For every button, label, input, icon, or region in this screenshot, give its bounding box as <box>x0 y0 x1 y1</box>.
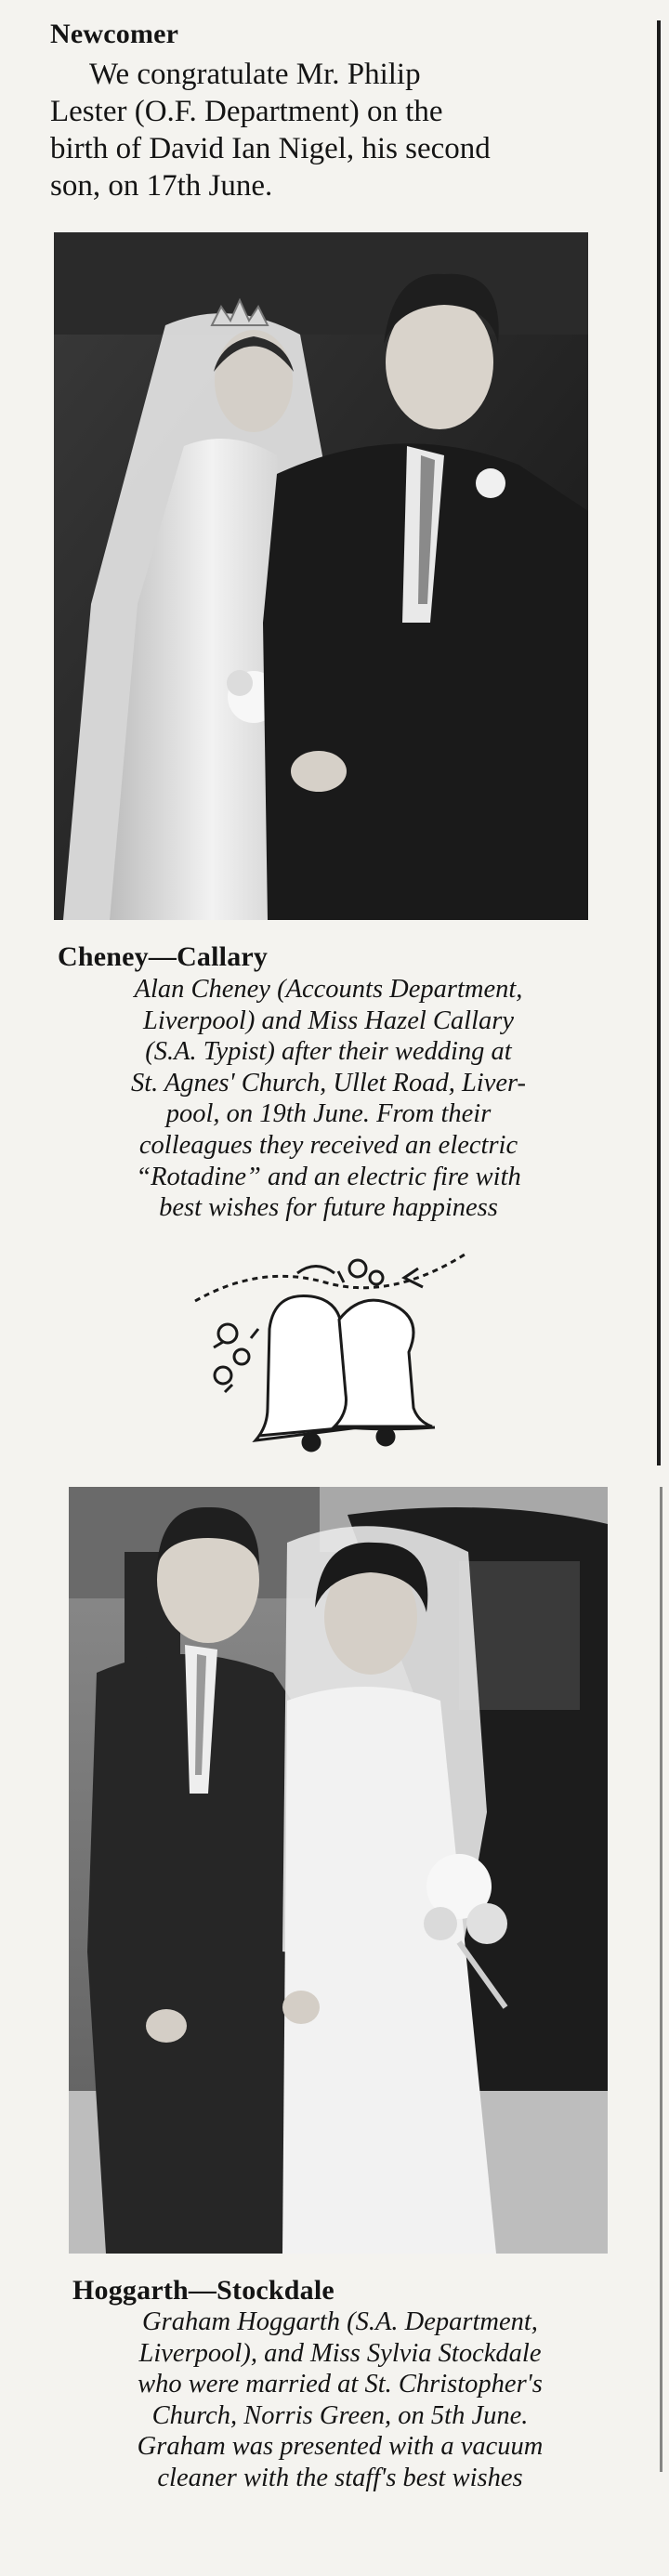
wedding2-heading: Hoggarth—Stockdale <box>72 2275 334 2306</box>
newcomer-line: son, on 17th June. <box>50 169 273 203</box>
caption-line: Alan Cheney (Accounts Department, <box>134 975 523 1004</box>
caption-line: who were married at St. Christopher's <box>138 2370 543 2399</box>
column-rule-lower <box>660 1487 662 2472</box>
caption-line: St. Agnes' Church, Ullet Road, Liver- <box>130 1068 527 1097</box>
newcomer-line: We congratulate Mr. Philip <box>89 58 421 91</box>
caption-line: Graham Hoggarth (S.A. Department, <box>142 2307 538 2336</box>
wedding1-heading: Cheney—Callary <box>58 941 269 972</box>
caption-line: colleagues they received an electric <box>138 1130 518 1160</box>
wedding-photo-2-image <box>69 1487 608 2254</box>
caption-line: Graham was presented with a vacuum <box>137 2432 544 2462</box>
caption-line: (S.A. Typist) after their wedding at <box>145 1037 512 1067</box>
wedding-photo-1-image <box>54 232 588 920</box>
newcomer-heading: Newcomer <box>50 19 179 49</box>
newcomer-line: Lester (O.F. Department) on the <box>50 95 443 128</box>
caption-line: “Rotadine” and an electric fire with <box>136 1162 521 1191</box>
caption-line: Church, Norris Green, on 5th June. <box>151 2400 529 2430</box>
caption-line: cleaner with the staff's best wishes <box>157 2463 523 2492</box>
wedding1-caption <box>58 974 599 1224</box>
column-rule <box>657 20 661 1465</box>
caption-line: pool, on 19th June. From their <box>165 1099 492 1129</box>
caption-line: Liverpool) and Miss Hazel Callary <box>143 1005 514 1035</box>
wedding-bells-icon <box>186 1245 479 1459</box>
caption-line: best wishes for future happiness <box>159 1193 498 1223</box>
newcomer-line: birth of David Ian Nigel, his second <box>50 132 491 165</box>
caption-line: Liverpool), and Miss Sylvia Stockdale <box>138 2338 542 2368</box>
newcomer-text <box>50 56 589 204</box>
wedding2-caption <box>72 2307 608 2494</box>
wedding-photo-cheney-callary <box>54 232 588 920</box>
wedding-photo-hoggarth-stockdale <box>69 1487 608 2254</box>
